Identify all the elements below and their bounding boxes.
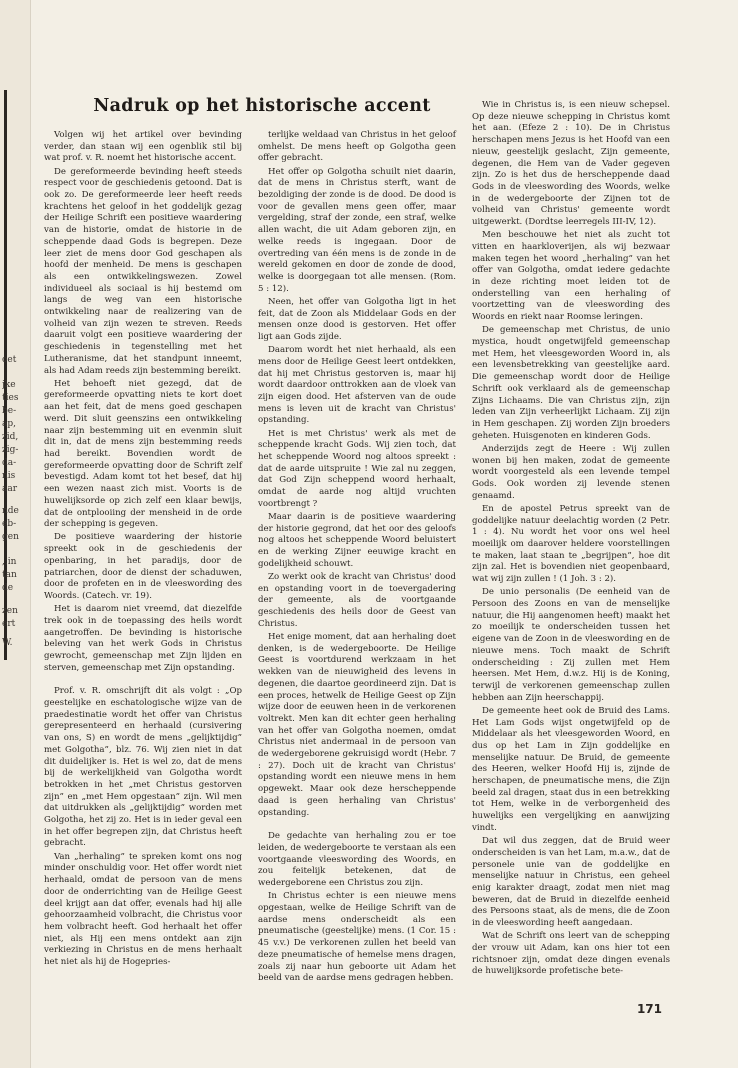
margin-fragment: ,,in: [2, 557, 17, 567]
margin-fragment: nde: [2, 506, 19, 516]
paragraph: Maar daarin is de positieve waardering der historie gegrond, dat het oor des geloofs nog altoos het scheppende Woord beluistert en de werking Zijner eeuwige kracht en godelijkheid schouwt.: [258, 512, 456, 569]
margin-fragment: be-: [2, 406, 17, 416]
paragraph: Neen, het offer van Golgotha ligt in het feit, dat de Zoon als Middelaar Gods en der mensen onze dood is gestorven. Het offer ligt aan Gods zijde.: [258, 296, 456, 342]
paragraph: De positieve waardering der historie spreekt ook in de geschiedenis der openbaring, in het paradijs, door de patriarchen, door de dienst der schaduwen, door de profeten en in de vleeswording des Woords. (Catech. vr. 19).: [44, 532, 242, 601]
paragraph: Anderzijds zegt de Heere : Wij zullen wonen bij hen maken, zodat de gemeente wordt voorgesteld als een levende tempel Gods. Ook worden zij levende stenen genaamd.: [472, 443, 670, 501]
paragraph: En de apostel Petrus spreekt van de goddelijke natuur deelachtig worden (2 Petr. 1 : 4). Nu wordt het voor ons wel heel moeilijk om daarover heldere voorstellingen te maken, laat staan te „begrijpen”, hoe dit zijn zal. Het is bovendien niet geopenbaard, wat wij zijn zullen ! (1 Joh. 3 : 2).: [472, 503, 670, 585]
text-column-3: [472, 100, 670, 980]
margin-fragment: ert: [2, 619, 16, 629]
margin-fragment: aar: [2, 484, 18, 494]
paragraph: In Christus echter is een nieuwe mens opgestaan, welke de Heilige Schrift van de aardse mens onderscheidt als een pneumatische (geestelijke) mens. (1 Cor. 15 : 45 v.v.) De verkorenen zullen het beeld van deze pneumatische of hemelse mens dragen, zoals zij naar hun geboorte uit Adam het beeld van de aardse mens gedragen hebben.: [258, 891, 456, 984]
paragraph: Volgen wij het artikel over bevinding verder, dan staan wij een ogenblik stil bij wat prof. v. R. noemt het historische accent.: [44, 130, 242, 164]
margin-fragment: da-: [2, 458, 17, 468]
margin-fragment: zig-: [2, 445, 19, 455]
paragraph: De gereformeerde bevinding heeft steeds respect voor de geschiedenis getoond. Dat is ook zo. De gereformeerde leer heeft reeds krachtens het geloof in het goddelijk gezag der Heilige Schrift een positieve waardering van de historie, omdat de historie in de scheppende daad Gods is begrepen. Deze leer ziet de mens door God geschapen als hoofd der menheid. De mens is geschapen als een ontwikkelingswezen. Zowel individueel als sociaal is hij bestemd om langs de weg van een historische ontwikkeling naar de realizering van de volheid van zijn wezen te streven. Reeds daaruit volgt een positieve waardering der geschiedenis in tegenstelling met het Lutheranisme, dat het standpunt inneemt, als had Adam reeds zijn bestemming bereikt.: [44, 166, 242, 376]
margin-fragment: tan: [2, 570, 17, 580]
paragraph: Van „herhaling” te spreken komt ons nog minder onschuldig voor. Het offer wordt niet herhaald, omdat de persoon van de mens door de onderrichting van de Heilige Geest deel krijgt aan dat offer, evenals had hij alle gehoorzaamheid volbracht, die Christus voor hem volbracht heeft. God herhaalt het offer niet, als Hij een mens ontdekt aan zijn verkiezing in Christus en de mens herhaalt het niet als hij de Hogepries-: [44, 851, 242, 968]
article-page: [36, 78, 670, 1018]
paragraph: Dat wil dus zeggen, dat de Bruid weer onderscheiden is van het Lam, m.a.w., dat de personele unie van de goddelijke en menselijke natuur in Christus, een geheel enig karakter draagt, zodat men niet mag beweren, dat de Bruid in diezelfde eenheid des Persoons staat, als de mens, die de Zoon in de vleeswording heeft aangedaan.: [472, 836, 670, 929]
margin-fragment: oet: [2, 355, 17, 365]
page-number: 171: [636, 1002, 662, 1016]
paragraph: Wat de Schrift ons leert van de schepping der vrouw uit Adam, kan ons hier tot een richtsnoer zijn, omdat deze dingen evenals de huwelijksorde profetische bete-: [472, 931, 670, 977]
margin-fragment: nis: [2, 471, 16, 481]
paragraph: terlijke weldaad van Christus in het geloof omhelst. De mens heeft op Golgotha geen offer gebracht.: [258, 130, 456, 164]
margin-fragment: eb-: [2, 519, 17, 529]
paragraph: Het behoeft niet gezegd, dat de gereformeerde opvatting niets te kort doet aan het feit, dat de mens goed geschapen werd. Dit sluit geenszins een ontwikkeling naar zijn bestemming uit en evenmin sluit dit in, dat de mens zijn bestemming reeds had bereikt. Bovendien wordt de gereformeerde opvatting door de Schrift zelf bevestigd. Adam komt tot het besef, dat hij een wezen naast zich mist. Voorts is de huwelijksorde op zich zelf een klaar bewijs, dat de ontplooiing der mensheid in de orde der schepping is gegeven.: [44, 378, 242, 530]
paragraph: De unio personalis (De eenheid van de Persoon des Zoons en van de menselijke natuur, die Hij aangenomen heeft) maakt het zo moeilijk te onderscheiden tussen het eigene van de Zoon in de vleeswording en de nieuwe mens. Toch maakt de Schrift onderscheiding : Zij zullen met Hem heersen. Met Hem, d.w.z. Hij is de Koning, terwijl de verkorenen gemeenschap zullen hebben aan Zijn heerschappij.: [472, 587, 670, 703]
paragraph: De gedachte van herhaling zou er toe leiden, de wedergeboorte te verstaan als een voortgaande vleeswording des Woords, en zou feitelijk betekenen, dat de wedergeborene een Christus zou zijn.: [258, 831, 456, 889]
paragraph: Het enige moment, dat aan herhaling doet denken, is de wedergeboorte. De Heilige Geest is voortdurend werkzaam in het wekken van de nieuwigheid des levens in degenen, die daartoe geordineerd zijn. Dat is een proces, hetwelk de Heilige Geest op Zijn wijze door de eeuwen heen in de verkorenen voltrekt. Men kan dit echter geen herhaling van het offer van Golgotha noemen, omdat Christus niet andermaal in de persoon van de wedergeborene gekruisigd wordt (Hebr. 7 : 27). Doch uit de kracht van Christus' opstanding wordt een nieuwe mens in hem opgewekt. Maar ook deze herscheppende daad is geen herhaling van Christus' opstanding.: [258, 632, 456, 818]
margin-fragment: gen: [2, 532, 19, 542]
previous-page-margin: [0, 0, 31, 1068]
paragraph: Wie in Christus is, is een nieuw schepsel. Op deze nieuwe schepping in Christus komt het aan. (Efeze 2 : 10). De in Christus herschapen mens Jezus is het Hoofd van een nieuw, geestelijk geslacht, Zijn gemeente, degenen, die Hem van de Vader gegeven zijn. Zo is het dus de herscheppende daad Gods in de vleeswording des Woords, welke in de wedergeboorte der Zijnen tot de volheid van Christus' gemeente wordt uitgewerkt. (Dordtse leerregels III-IV, 12).: [472, 100, 670, 228]
paragraph: Daarom wordt het niet herhaald, als een mens door de Heilige Geest leert ontdekken, dat hij met Christus gestorven is, maar hij wordt daardoor onttrokken aan de vloek van zijn eigen dood. Het afsterven van de oude mens is leven uit de kracht van Christus' opstanding.: [258, 345, 456, 426]
paragraph: Het is daarom niet vreemd, dat diezelfde trek ook in de toepassing des heils wordt aangetroffen. De bevinding is historische beleving van het werk Gods in Christus gewrocht, gemeenschap met Zijn lijden en sterven, gemeenschap met Zijn opstanding.: [44, 604, 242, 673]
margin-fragment: W.: [2, 638, 13, 648]
paragraph: Het is met Christus' werk als met de scheppende kracht Gods. Wij zien toch, dat het scheppende Woord nog altoos spreekt : dat de aarde uitspruite ! Wie zal nu zeggen, dat God Zijn scheppend woord herhaalt, omdat de aarde nog altijd vruchten voortbrengt ?: [258, 428, 456, 509]
paragraph: Prof. v. R. omschrijft dit als volgt : „Op geestelijke en eschatologische wijze van de praedestinatie wordt het offer van Christus gerepresenteerd en herhaald (cursivering van ons, S) en wordt de mens „gelijktijdig” met Golgotha”, blz. 76. Wij zien niet in dat dit duidelijker is. Het is wel zo, dat de mens bij de werkelijkheid van Golgotha wordt betrokken in het „met Christus gestorven zijn” en „met Hem opgestaan” zijn. Wil men dat uitdrukken als „gelijktijdig” worden met Golgotha, het zij zo. Het is in ieder geval een in het offer begrepen zijn, dat Christus heeft gebracht.: [44, 686, 242, 849]
text-column-2: [258, 130, 456, 986]
margin-fragment: ap,: [2, 419, 16, 429]
article-title: Nadruk op het historische accent: [93, 96, 431, 116]
margin-fragment: zen: [2, 606, 18, 616]
paragraph: De gemeenschap met Christus, de unio mystica, houdt ongetwijfeld gemeenschap met Hem, het vleesgeworden Woord in, als een levensbetrekking van geestelijke aard. Die gemeenschap wordt door de Heilige Schrift ook verklaard als de gemeenschap Zijns Lichaams. Die van Christus zijn, zijn leden van Zijn verheerlijkt Lichaam. Zij zijn in Hem geschapen. Zij worden Zijn broeders geheten. Huisgenoten en kinderen Gods.: [472, 325, 670, 441]
margin-fragment: zid,: [2, 432, 19, 442]
paragraph: De gemeente heet ook de Bruid des Lams. Het Lam Gods wijst ongetwijfeld op de Middelaar als het vleesgeworden Woord, en dus op het Lam in Zijn goddelijke en menselijke natuur. De Bruid, de gemeente des Heeren, welker Hoofd Hij is, zijnde de herschapen, de pneumatische mens, die Zijn beeld zal dragen, staat dus in een betrekking tot Hem, welke in de verborgenheid des huwelijks een vergelijking en aanwijzing vindt.: [472, 705, 670, 833]
margin-fragment: de: [2, 583, 14, 593]
margin-fragment: jke: [2, 380, 16, 390]
paragraph: Men beschouwe het niet als zucht tot vitten en haarkloverijen, als wij bezwaar maken tegen het woord „herhaling” van het offer van Golgotha, omdat iedere gedachte in deze richting moet leiden tot de onderstelling van een herhaling of voortzetting van de vleeswording des Woords en riekt naar Roomse leringen.: [472, 230, 670, 323]
paragraph: Zo werkt ook de kracht van Christus' dood en opstanding voort in de toevergadering der gemeente, als de voortgaande geschiedenis des heils door de Geest van Christus.: [258, 572, 456, 629]
margin-fragment: ties: [2, 393, 19, 403]
paragraph: Het offer op Golgotha schuilt niet daarin, dat de mens in Christus sterft, want de bezoldiging der zonde is de dood. De dood is voor de gevallen mens geen offer, maar vergelding, straf der zonde, een straf, welke allen wacht, die uit Adam geboren zijn, en welke reeds is ingegaan. Door de overtreding van één mens is de zonde in de wereld gekomen en door de zonde de dood, welke is doorgegaan tot alle mensen. (Rom. 5 : 12).: [258, 166, 456, 294]
text-column-1: [44, 130, 242, 970]
